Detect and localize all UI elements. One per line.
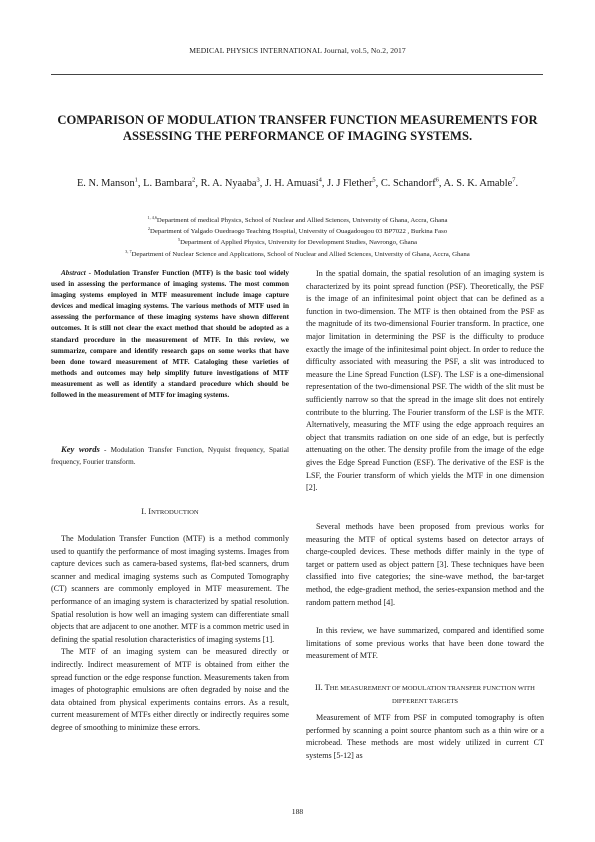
author-name: E. N. Manson [76, 178, 135, 189]
paper-title: COMPARISON OF MODULATION TRANSFER FUNCTION MEASUREMENTS FOR ASSESSING THE PERFORMANCE OF IMAGING SYSTEMS. [57, 113, 538, 143]
abstract [51, 268, 289, 401]
affiliation [40, 249, 555, 260]
right-column-paragraph [306, 521, 544, 609]
author-sup: 5 [372, 176, 376, 184]
journal-header: MEDICAL PHYSICS INTERNATIONAL Journal, vol.5, No.2, 2017 [189, 46, 406, 55]
author-name: L. Bambara [143, 178, 193, 189]
paragraph: Several methods have been proposed from previous works for measuring the MTF of optical systems based on detector arrays of charge-coupled devices. These methods differ mainly in the type of target or pattern used as object pattern [3]. These techniques have been classified into five categories; the sine-wave method, the bar-target method, the edge-gradient method, the series-expansion method and the random pattern method [4]. [306, 522, 544, 607]
section-number: II. T [315, 683, 330, 692]
page-number: 188 [291, 807, 304, 816]
keywords-label: Key words [61, 444, 100, 454]
header-rule [51, 74, 543, 75]
paragraph: The Modulation Transfer Function (MTF) is a method commonly used to quantify the performance of most imaging systems. Images from capture devices such as camera-based systems, flat-bed scanners, drum scanner and medical imaging systems such as Computed Tomography (CT) scanners are commonly employed in MTF measurement. The performance of an imaging system is characterized by spatial resolution. Spatial resolution is how well an imaging system can differentiate small objects that are adjacent to one another. MTF is a common metric used in defining the spatial resolution characteristics of imaging systems [1]. [51, 534, 289, 644]
introduction-body [51, 533, 289, 735]
affiliation-list [40, 215, 555, 260]
abstract-lead: Abstract [61, 269, 86, 277]
abstract-text: - Modulation Transfer Function (MTF) is the basic tool widely used in assessing the performance of imaging systems. The most common imaging systems employed in MTF measurement include image capture devices and medical imaging systems. The various methods of MTF used in assessing the performance of these imaging systems have shown different outcomes. It is still not clear the exact method that should be adopted as a standard procedure in the measurement of MTF. In this review, we summarize, compare and identify research gaps on some works that have been done toward measurement of MTF. Cataloging these varieties of methods and outcomes may help simplify future investigations of MTF measurement as well as identify a standard procedure which should be followed in the measurement of MTF for imaging systems. [51, 269, 289, 400]
paragraph: Measurement of MTF from PSF in computed tomography is often performed by scanning a point source phantom such as a thin wire or a microbead. These methods are most widely utilized in current CT systems [5-12] as [306, 713, 544, 760]
paragraph: The MTF of an imaging system can be measured directly or indirectly. Indirect measurement of MTF is obtained from either the spread function or the edge response function. Measurements taken from images of photographic emulsions are often degraded by noise and the data obtained from physical experiments contains errors. As a result, current measurement of MTFs either directly or indirectly requires some degree of smoothing to minimize these errors. [51, 647, 289, 732]
keywords-text: - Modulation Transfer Function, Nyquist frequency, Spatial frequency, Fourier transform. [51, 446, 289, 466]
author-name: A. S. K. Amable [443, 178, 513, 189]
affiliation-text: Department of Yalgado Ouedraogo Teaching Hospital, University of Ouagadougou 03 BP7022 , Burkina Faso [149, 228, 448, 236]
affiliation-text: Department of Applied Physics, University for Development Studies, Navrongo, Ghana [180, 239, 418, 247]
author-name: R. A. Nyaaba [200, 178, 257, 189]
affiliation [40, 215, 555, 226]
section-heading-mtf-targets [306, 682, 544, 707]
affiliation-text: Department of Nuclear Science and Applications, School of Nuclear and Allied Sciences, University of Ghana, Accra, Ghana [131, 250, 470, 258]
affiliation-sup: 5 [177, 237, 181, 243]
right-column-paragraph [306, 268, 544, 495]
section-heading-introduction [51, 506, 289, 519]
paragraph: In this review, we have summarized, compared and identified some limitations of some previous works that have been done toward the measurement of MTF. [306, 626, 544, 661]
affiliation-sup: 3, 7 [125, 248, 132, 254]
section-title: HE MEASUREMENT OF MODULATION TRANSFER FUNCTION WITH DIFFERENT TARGETS [329, 685, 535, 705]
affiliation [40, 226, 555, 237]
paragraph: In the spatial domain, the spatial resolution of an imaging system is characterized by its point spread function (PSF). Theoretically, the PSF is the image of an infinitesimal point object that can be defined as a function in two-dimension. The MTF is then obtained from the PSF as the magnitude of its two-dimensional Fourier transform. In practice, one major limitation in determining the PSF is the difficulty to produce exactly the image of the infinitesimal point object. In order to reduce the difficulty associated with measuring the PSF, a slit was introduced to measure the Line Spread Function (LSF). The LSF is a one-dimensional representation of the two-dimensional PSF. The width of the slit must be sufficiently narrow so that the spread in the image slit does not entirely contribute to the blurring. The Fourier transform of the LSF is the MTF. Alternatively, measuring the MTF using the edge approach requires an object that transmits radiation on one side of an edge, but is perfectly attenuating on the other. The density profile from the image of the edge gives the Edge Spread Function (ESF). The derivative of the ESF is the LSF, the Fourier transform of which yields the MTF in one dimension [2]. [306, 269, 544, 493]
author-sup: 7 [512, 176, 516, 184]
right-column-paragraph [306, 625, 544, 663]
author-name: C. Schandorf [380, 178, 436, 189]
section-title: NTRODUCTION [151, 509, 199, 516]
author-name: J. H. Amuasi [264, 178, 319, 189]
affiliation-sup: 2 [147, 225, 150, 231]
affiliation-sup: 1, 4,6 [147, 214, 157, 220]
affiliation [40, 237, 555, 248]
author-list: E. N. Manson$^1$, L. Bambara$^2$, R. A. Nyaaba$^3$, J. H. Amuasi$^4$, J. J Flether$^5$, C. Schandorf$^6$, A. S. K. Amable$^7$. [76, 176, 519, 189]
keywords [51, 443, 289, 468]
author-sup: 4 [318, 176, 322, 184]
author-sup: 1 [134, 176, 138, 184]
right-column-paragraph [306, 712, 544, 762]
author-sup: 2 [192, 176, 196, 184]
affiliation-text: Department of medical Physics, School of Nuclear and Allied Sciences, University of Ghana, Accra, Ghana [156, 217, 448, 224]
author-name: J. J Flether [327, 178, 373, 189]
author-sup: 3 [256, 176, 260, 184]
author-sup: 6 [435, 176, 439, 184]
section-number: I. I [141, 507, 152, 516]
